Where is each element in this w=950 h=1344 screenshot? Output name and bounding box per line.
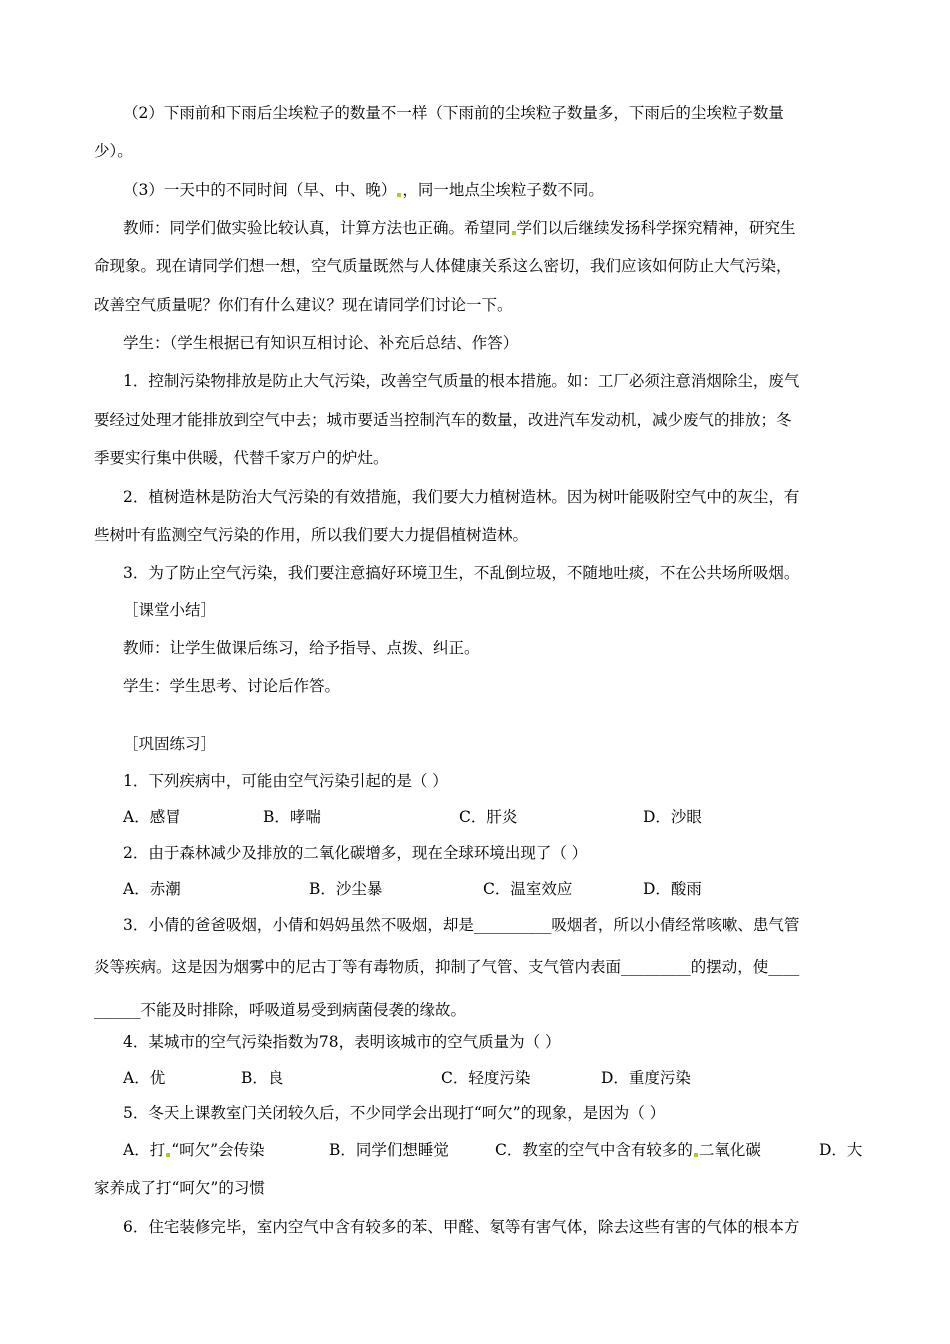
artifact-dot-icon [166,1153,170,1157]
question-1: 1．下列疾病中，可能由空气污染引起的是（ ） [123,772,448,790]
option-c: C．肝炎 [459,808,518,826]
option-a [123,1140,265,1160]
question-3: 3．小倩的爸爸吸烟，小倩和妈妈虽然不吸烟，却是__________吸烟者，所以小倩经常咳嗽、患气管 [123,916,800,934]
section-heading: ［巩固练习］ [123,735,217,753]
paragraph-line: 教师：让学生做课后练习，给予指导、点拨、纠正。 [123,639,480,657]
option-c [495,1140,761,1160]
paragraph-line: 1．控制污染物排放是防止大气污染，改善空气质量的根本措施。如：工厂必须注意消烟除尘，废气 [123,372,800,390]
paragraph-line: 命现象。现在请同学们想一想，空气质量既然与人体健康关系这么密切，我们应该如何防止大气污染， [94,257,792,275]
option-c: C．轻度污染 [441,1069,531,1087]
option-b: B．同学们想睡觉 [329,1141,449,1159]
section-heading: ［课堂小结］ [123,601,217,619]
option-d: D．沙眼 [643,808,702,826]
text-span: “呵欠”会传染 [171,1141,265,1159]
paragraph-line: 3．为了防止空气污染，我们要注意搞好环境卫生，不乱倒垃圾，不随地吐痰，不在公共场所吸烟。 [123,564,800,582]
text-span: 教师：同学们做实验比较认真，计算方法也正确。希望同 [123,219,511,237]
paragraph-line: 季要实行集中供暖，代替千家万户的炉灶。 [94,449,389,467]
text-span: 学们以后继续发扬科学探究精神，研究生 [516,219,796,237]
paragraph-line: 少）。 [94,142,133,160]
paragraph-line: 学生：（学生根据已有知识互相讨论、补充后总结、作答） [123,334,519,352]
option-d: D．重度污染 [601,1069,691,1087]
option-d: D．酸雨 [643,880,702,898]
option-b: B．沙尘暴 [309,880,383,898]
text-span: C．教室的空气中含有较多的 [495,1141,693,1159]
question-2: 2．由于森林减少及排放的二氧化碳增多，现在全球环境出现了（ ） [123,844,588,862]
paragraph-line: 学生：学生思考、讨论后作答。 [123,677,341,695]
option-a: A．感冒 [123,808,181,826]
paragraph-line: 2．植树造林是防治大气污染的有效措施，我们要大力植树造林。因为树叶能吸附空气中的灰尘，有 [123,488,800,506]
question-5: 5．冬天上课教室门关闭较久后，不少同学会出现打“呵欠”的现象，是因为（ ） [123,1104,666,1122]
question-6: 6．住宅装修完毕，室内空气中含有较多的苯、甲醛、氡等有害气体，除去这些有害的气体的根本方 [123,1218,800,1236]
option-b: B．良 [241,1069,284,1087]
question-3-cont: 炎等疾病。这是因为烟雾中的尼古丁等有毒物质，抑制了气管、支气管内表面_________的摆动，使____ [94,958,800,976]
option-b: B．哮喘 [263,808,321,826]
artifact-dot-icon [694,1153,698,1157]
paragraph-line: 要经过处理才能排放到空气中去；城市要适当控制汽车的数量，改进汽车发动机，减少废气的排放；冬 [94,411,792,429]
artifact-dot-icon [512,231,516,235]
question-4: 4．某城市的空气污染指数为78，表明该城市的空气质量为（ ） [123,1033,561,1051]
paragraph-line: 些树叶有监测空气污染的作用，所以我们要大力提倡植树造林。 [94,526,529,544]
question-5-cont: 家养成了打“呵欠”的习惯 [94,1179,265,1197]
text-span: 二氧化碳 [698,1141,761,1159]
text-span: A．打 [123,1141,166,1159]
paragraph-line: （2）下雨前和下雨后尘埃粒子的数量不一样（下雨前的尘埃粒子数量多，下雨后的尘埃粒子数量 [123,104,784,122]
option-a: A．赤潮 [123,880,181,898]
text-span: ，同一地点尘埃粒子数不同。 [402,181,604,199]
option-d: D．大 [819,1141,863,1159]
text-span: （3）一天中的不同时间（早、中、晚） [123,181,397,199]
paragraph-line: 改善空气质量呢？你们有什么建议？现在请同学们讨论一下。 [94,296,513,314]
option-a: A．优 [123,1069,166,1087]
option-c: C．温室效应 [483,880,573,898]
paragraph-line [123,180,893,200]
artifact-dot-icon [397,193,401,197]
question-3-cont: ______不能及时排除，呼吸道易受到病菌侵袭的缘故。 [94,1001,467,1019]
paragraph-line [123,218,893,238]
